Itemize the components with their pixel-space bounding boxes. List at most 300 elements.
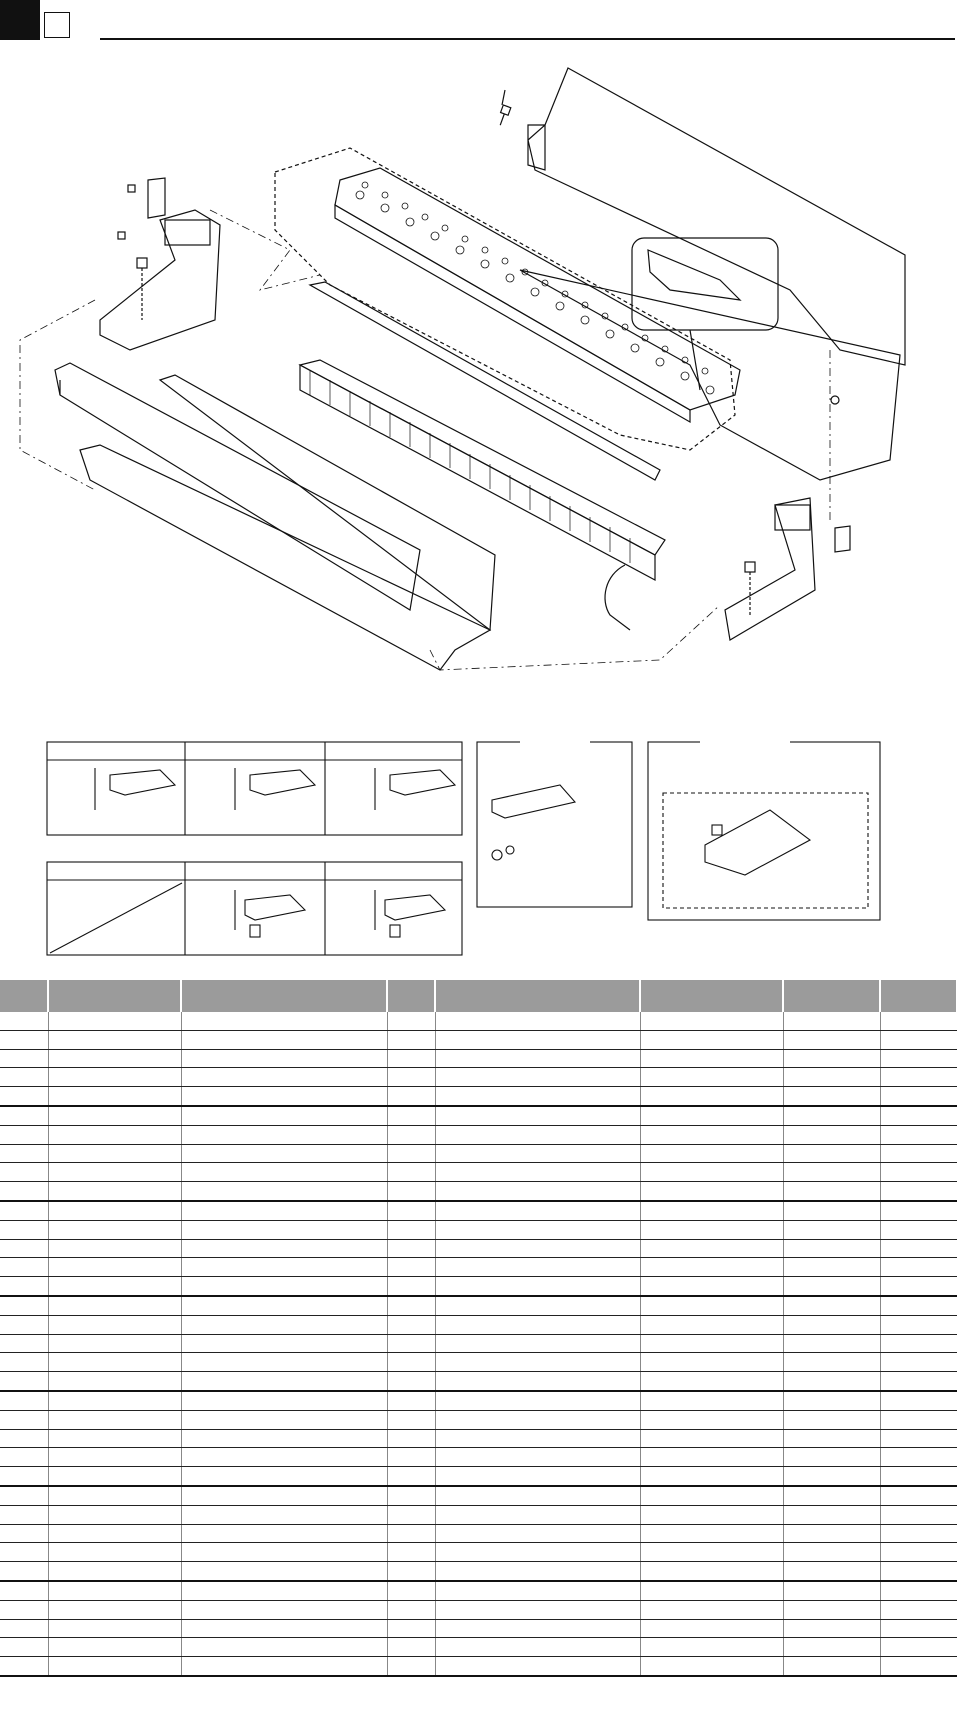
table-cell — [640, 1600, 783, 1619]
section-marker-dark — [0, 0, 40, 40]
table-row — [0, 1600, 957, 1619]
table-cell — [880, 1486, 957, 1505]
detail-box-terminal — [477, 742, 632, 907]
table-cell — [435, 1638, 640, 1657]
screw-icon — [118, 232, 125, 239]
table-cell — [48, 1543, 181, 1562]
table-cell — [783, 1600, 880, 1619]
table-cell — [48, 1296, 181, 1315]
table-cell — [880, 1543, 957, 1562]
table-cell — [0, 1296, 48, 1315]
table-cell — [880, 1277, 957, 1296]
table-cell — [387, 1296, 435, 1315]
table-cell — [0, 1562, 48, 1581]
table-cell — [48, 1429, 181, 1448]
table-cell — [181, 1353, 387, 1372]
relay-block — [300, 360, 665, 555]
screw-icon — [745, 562, 755, 615]
table-cell — [640, 1163, 783, 1182]
table-cell — [783, 1277, 880, 1296]
table-row — [0, 1220, 957, 1239]
table-cell — [435, 1087, 640, 1106]
table-row — [0, 1277, 957, 1296]
table-cell — [181, 1410, 387, 1429]
variant-table-2 — [47, 862, 462, 955]
table-cell — [387, 1144, 435, 1163]
table-cell — [181, 1068, 387, 1087]
table-row — [0, 1163, 957, 1182]
table-cell — [783, 1467, 880, 1486]
table-cell — [435, 1258, 640, 1277]
table-cell — [640, 1372, 783, 1391]
table-cell — [783, 1581, 880, 1600]
table-cell — [181, 1600, 387, 1619]
table-cell — [783, 1087, 880, 1106]
table-cell — [435, 1562, 640, 1581]
table-cell — [783, 1049, 880, 1068]
table-cell — [387, 1163, 435, 1182]
table-row — [0, 1201, 957, 1220]
table-row — [0, 1125, 957, 1144]
table-cell — [435, 1030, 640, 1049]
table-cell — [181, 1125, 387, 1144]
table-cell — [640, 1657, 783, 1676]
screw-icon — [496, 105, 510, 127]
table-cell — [783, 1334, 880, 1353]
table-cell — [48, 1619, 181, 1638]
variant-table-1 — [47, 742, 462, 835]
table-cell — [880, 1334, 957, 1353]
table-cell — [387, 1372, 435, 1391]
table-cell — [880, 1524, 957, 1543]
table-row — [0, 1638, 957, 1657]
bracket-thumb-4 — [235, 890, 305, 937]
table-cell — [0, 1391, 48, 1410]
table-cell — [181, 1220, 387, 1239]
detail-box-fitting — [648, 742, 880, 920]
table-cell — [181, 1106, 387, 1125]
table-row — [0, 1030, 957, 1049]
table-cell — [181, 1524, 387, 1543]
table-cell — [435, 1505, 640, 1524]
table-cell — [783, 1030, 880, 1049]
table-cell — [0, 1505, 48, 1524]
table-cell — [435, 1600, 640, 1619]
table-cell — [48, 1049, 181, 1068]
table-cell — [48, 1562, 181, 1581]
table-cell — [0, 1619, 48, 1638]
table-cell — [783, 1012, 880, 1030]
table-cell — [783, 1182, 880, 1201]
parts-list-table — [0, 980, 957, 1677]
table-row — [0, 1334, 957, 1353]
table-cell — [0, 1049, 48, 1068]
table-cell — [435, 1182, 640, 1201]
table-cell — [181, 1049, 387, 1068]
table-cell — [181, 1201, 387, 1220]
table-row — [0, 1410, 957, 1429]
table-cell — [783, 1106, 880, 1125]
table-cell — [0, 1486, 48, 1505]
table-cell — [48, 1258, 181, 1277]
table-row — [0, 1391, 957, 1410]
column-header — [783, 980, 880, 1012]
table-cell — [880, 1619, 957, 1638]
table-cell — [387, 1125, 435, 1144]
table-cell — [435, 1581, 640, 1600]
table-row — [0, 1182, 957, 1201]
table-cell — [435, 1524, 640, 1543]
table-cell — [0, 1467, 48, 1486]
bracket-thumb-5 — [375, 890, 445, 937]
table-row — [0, 1353, 957, 1372]
table-cell — [640, 1239, 783, 1258]
table-cell — [181, 1372, 387, 1391]
table-cell — [0, 1372, 48, 1391]
table-cell — [880, 1144, 957, 1163]
column-header — [640, 980, 783, 1012]
table-cell — [880, 1182, 957, 1201]
table-cell — [783, 1296, 880, 1315]
table-cell — [435, 1296, 640, 1315]
table-cell — [0, 1163, 48, 1182]
table-cell — [387, 1600, 435, 1619]
table-cell — [48, 1524, 181, 1543]
table-row — [0, 1505, 957, 1524]
table-cell — [48, 1657, 181, 1676]
table-row — [0, 1106, 957, 1125]
table-cell — [640, 1429, 783, 1448]
table-body — [0, 1012, 957, 1676]
table-cell — [181, 1334, 387, 1353]
table-cell — [783, 1258, 880, 1277]
table-cell — [435, 1372, 640, 1391]
table-cell — [783, 1657, 880, 1676]
table-cell — [640, 1619, 783, 1638]
table-cell — [880, 1657, 957, 1676]
table-cell — [387, 1201, 435, 1220]
table-cell — [0, 1410, 48, 1429]
table-row — [0, 1657, 957, 1676]
table-header-row — [0, 980, 957, 1012]
table-cell — [0, 1543, 48, 1562]
table-cell — [387, 1068, 435, 1087]
table-cell — [783, 1410, 880, 1429]
table-cell — [0, 1334, 48, 1353]
table-cell — [48, 1182, 181, 1201]
table-cell — [181, 1543, 387, 1562]
table-cell — [783, 1068, 880, 1087]
table-cell — [181, 1638, 387, 1657]
table-cell — [435, 1220, 640, 1239]
table-cell — [435, 1448, 640, 1467]
table-cell — [783, 1524, 880, 1543]
table-cell — [48, 1201, 181, 1220]
table-cell — [435, 1391, 640, 1410]
table-cell — [640, 1144, 783, 1163]
table-cell — [181, 1258, 387, 1277]
section-marker-box — [44, 12, 70, 38]
table-cell — [387, 1258, 435, 1277]
table-cell — [181, 1467, 387, 1486]
table-cell — [387, 1106, 435, 1125]
cable-icon — [605, 565, 630, 630]
table-cell — [783, 1505, 880, 1524]
table-cell — [783, 1619, 880, 1638]
left-bracket — [100, 210, 220, 350]
table-cell — [387, 1220, 435, 1239]
table-cell — [640, 1258, 783, 1277]
table-cell — [181, 1562, 387, 1581]
terminal-holes — [356, 182, 714, 394]
table-cell — [181, 1391, 387, 1410]
table-cell — [181, 1657, 387, 1676]
table-cell — [640, 1296, 783, 1315]
table-row — [0, 1087, 957, 1106]
table-cell — [640, 1524, 783, 1543]
front-cover-base — [80, 445, 490, 670]
table-cell — [783, 1372, 880, 1391]
table-cell — [880, 1353, 957, 1372]
table-cell — [880, 1448, 957, 1467]
header-rule — [100, 38, 955, 40]
table-cell — [880, 1600, 957, 1619]
table-cell — [435, 1315, 640, 1334]
bracket-thumb-1 — [95, 768, 175, 810]
table-cell — [387, 1486, 435, 1505]
table-cell — [640, 1562, 783, 1581]
screw-icon — [128, 185, 135, 192]
table-cell — [0, 1315, 48, 1334]
table-cell — [880, 1581, 957, 1600]
table-cell — [435, 1277, 640, 1296]
table-cell — [48, 1467, 181, 1486]
table-cell — [880, 1562, 957, 1581]
table-cell — [387, 1562, 435, 1581]
table-cell — [48, 1353, 181, 1372]
table-cell — [435, 1012, 640, 1030]
table-cell — [640, 1125, 783, 1144]
table-cell — [387, 1657, 435, 1676]
table-cell — [48, 1277, 181, 1296]
table-row — [0, 1581, 957, 1600]
table-cell — [435, 1543, 640, 1562]
table-cell — [640, 1030, 783, 1049]
table-cell — [387, 1638, 435, 1657]
table-cell — [435, 1334, 640, 1353]
table-cell — [387, 1448, 435, 1467]
table-cell — [0, 1030, 48, 1049]
table-cell — [181, 1163, 387, 1182]
table-cell — [640, 1277, 783, 1296]
table-cell — [48, 1068, 181, 1087]
table-cell — [387, 1087, 435, 1106]
table-cell — [48, 1638, 181, 1657]
table-cell — [48, 1600, 181, 1619]
table-cell — [880, 1201, 957, 1220]
table-cell — [640, 1391, 783, 1410]
table-cell — [181, 1030, 387, 1049]
table-cell — [435, 1429, 640, 1448]
table-cell — [640, 1638, 783, 1657]
table-cell — [880, 1068, 957, 1087]
table-cell — [48, 1012, 181, 1030]
table-cell — [783, 1353, 880, 1372]
table-cell — [435, 1239, 640, 1258]
table-cell — [0, 1012, 48, 1030]
table-cell — [640, 1087, 783, 1106]
table-cell — [0, 1258, 48, 1277]
table-cell — [640, 1049, 783, 1068]
table-cell — [181, 1012, 387, 1030]
table-cell — [0, 1581, 48, 1600]
table-cell — [48, 1448, 181, 1467]
table-cell — [387, 1315, 435, 1334]
table-cell — [387, 1543, 435, 1562]
table-cell — [783, 1543, 880, 1562]
table-cell — [435, 1068, 640, 1087]
table-cell — [48, 1239, 181, 1258]
table-cell — [435, 1201, 640, 1220]
table-cell — [640, 1315, 783, 1334]
table-cell — [387, 1429, 435, 1448]
table-cell — [783, 1486, 880, 1505]
table-cell — [0, 1448, 48, 1467]
table-cell — [48, 1144, 181, 1163]
table-cell — [48, 1163, 181, 1182]
table-row — [0, 1258, 957, 1277]
table-cell — [181, 1296, 387, 1315]
table-cell — [387, 1353, 435, 1372]
table-cell — [0, 1277, 48, 1296]
table-cell — [640, 1581, 783, 1600]
table-cell — [640, 1334, 783, 1353]
table-cell — [880, 1106, 957, 1125]
table-cell — [880, 1429, 957, 1448]
table-row — [0, 1296, 957, 1315]
table-row — [0, 1012, 957, 1030]
table-cell — [181, 1619, 387, 1638]
table-cell — [640, 1353, 783, 1372]
table-cell — [880, 1391, 957, 1410]
table-row — [0, 1429, 957, 1448]
table-cell — [387, 1277, 435, 1296]
bottom-plate — [520, 270, 900, 480]
table-cell — [0, 1068, 48, 1087]
table-cell — [435, 1619, 640, 1638]
table-cell — [435, 1467, 640, 1486]
table-cell — [435, 1163, 640, 1182]
table-row — [0, 1372, 957, 1391]
table-cell — [783, 1144, 880, 1163]
table-cell — [48, 1372, 181, 1391]
table-cell — [640, 1505, 783, 1524]
bracket-thumb-2 — [235, 768, 315, 810]
table-cell — [181, 1087, 387, 1106]
table-cell — [181, 1448, 387, 1467]
table-row — [0, 1486, 957, 1505]
table-cell — [181, 1277, 387, 1296]
table-cell — [48, 1125, 181, 1144]
table-cell — [783, 1239, 880, 1258]
column-header — [0, 980, 48, 1012]
table-cell — [0, 1524, 48, 1543]
table-cell — [783, 1391, 880, 1410]
table-row — [0, 1543, 957, 1562]
table-cell — [880, 1220, 957, 1239]
table-cell — [0, 1353, 48, 1372]
table-cell — [48, 1220, 181, 1239]
table-cell — [387, 1182, 435, 1201]
table-cell — [0, 1144, 48, 1163]
table-cell — [48, 1505, 181, 1524]
table-cell — [181, 1486, 387, 1505]
table-cell — [387, 1619, 435, 1638]
table-cell — [387, 1410, 435, 1429]
table-row — [0, 1619, 957, 1638]
table-cell — [181, 1315, 387, 1334]
table-row — [0, 1068, 957, 1087]
detail-callout — [632, 238, 778, 330]
table-cell — [783, 1163, 880, 1182]
rear-cover-panel — [528, 68, 905, 365]
table-cell — [880, 1087, 957, 1106]
table-cell — [783, 1315, 880, 1334]
table-cell — [0, 1429, 48, 1448]
table-cell — [387, 1049, 435, 1068]
table-cell — [640, 1012, 783, 1030]
table-row — [0, 1315, 957, 1334]
table-cell — [640, 1448, 783, 1467]
table-cell — [880, 1163, 957, 1182]
table-row — [0, 1562, 957, 1581]
table-cell — [435, 1353, 640, 1372]
table-cell — [0, 1600, 48, 1619]
table-cell — [640, 1467, 783, 1486]
table-cell — [783, 1562, 880, 1581]
exploded-parts-diagram — [0, 50, 957, 970]
table-cell — [0, 1220, 48, 1239]
table-cell — [640, 1486, 783, 1505]
left-clip — [148, 178, 165, 218]
table-cell — [640, 1410, 783, 1429]
table-row — [0, 1144, 957, 1163]
table-cell — [880, 1049, 957, 1068]
table-row — [0, 1239, 957, 1258]
table-cell — [640, 1182, 783, 1201]
table-cell — [48, 1315, 181, 1334]
table-cell — [435, 1144, 640, 1163]
dashed-group-outline — [275, 148, 735, 450]
table-cell — [880, 1012, 957, 1030]
table-cell — [181, 1505, 387, 1524]
table-cell — [880, 1410, 957, 1429]
table-cell — [880, 1125, 957, 1144]
table-row — [0, 1049, 957, 1068]
table-cell — [0, 1125, 48, 1144]
right-bracket — [725, 498, 815, 640]
mounting-rail — [310, 282, 660, 480]
table-cell — [48, 1334, 181, 1353]
table-cell — [435, 1486, 640, 1505]
table-cell — [880, 1030, 957, 1049]
table-cell — [783, 1448, 880, 1467]
table-cell — [435, 1125, 640, 1144]
table-cell — [387, 1030, 435, 1049]
table-cell — [880, 1638, 957, 1657]
table-cell — [48, 1410, 181, 1429]
table-cell — [387, 1239, 435, 1258]
